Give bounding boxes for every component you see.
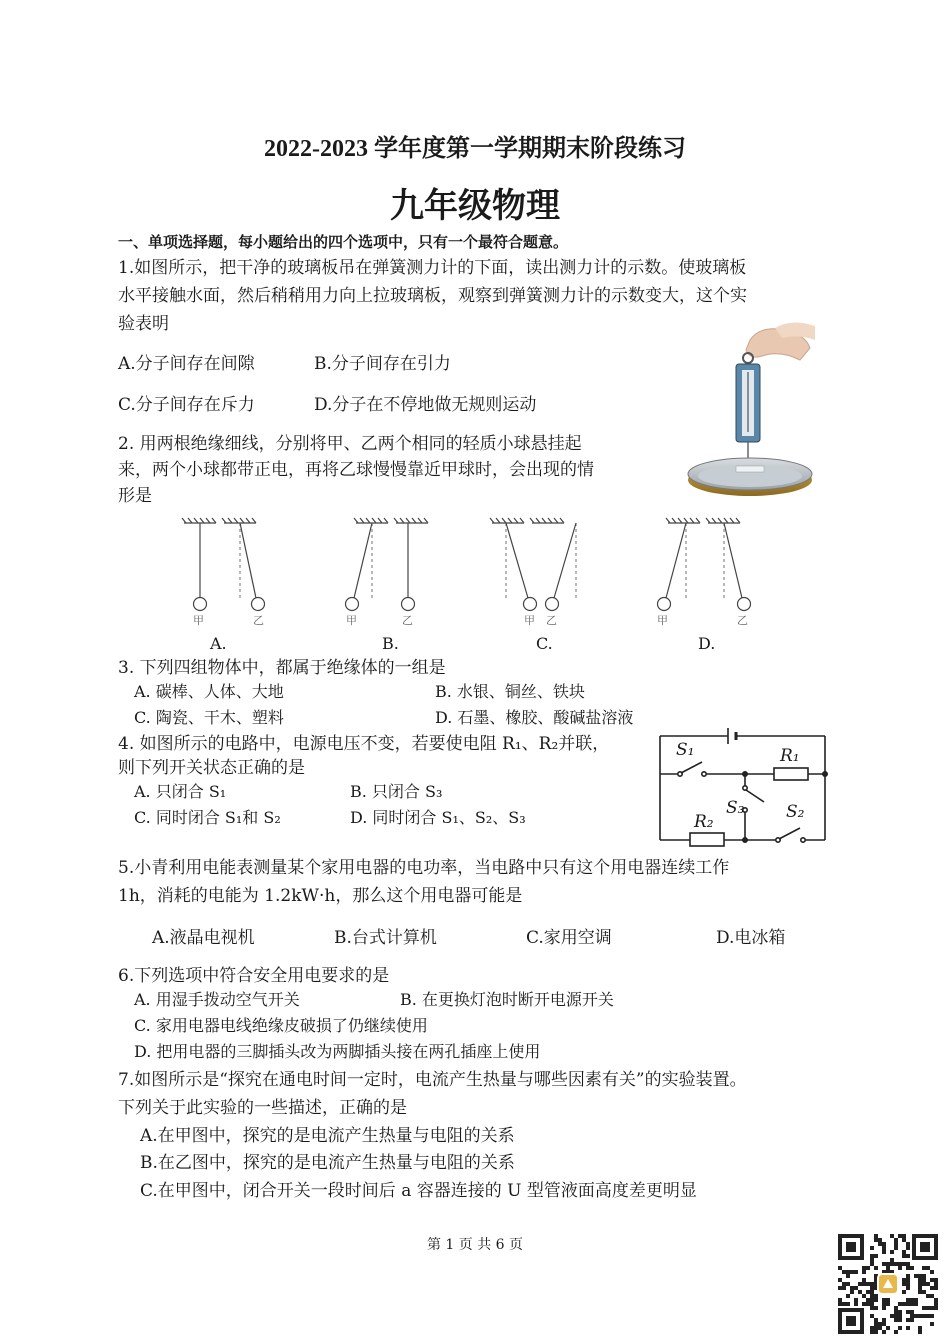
label-yi: 乙 — [402, 614, 413, 627]
q4-line-2: 则下列开关状态正确的是 — [118, 758, 305, 778]
label-jia: 甲 — [346, 614, 357, 627]
q1-option-d: D.分子在不停地做无规则运动 — [314, 395, 537, 415]
q6-option-d: D. 把用电器的三脚插头改为两脚插头接在两孔插座上使用 — [134, 1042, 541, 1061]
label-s1: S₁ — [676, 740, 695, 760]
q3-option-c: C. 陶瓷、干木、塑料 — [134, 708, 284, 727]
qr-code — [836, 1232, 940, 1336]
q6-stem: 6.下列选项中符合安全用电要求的是 — [118, 966, 390, 986]
switch-s1 — [681, 762, 702, 773]
q5-option-c: C.家用空调 — [526, 928, 612, 948]
q2-line-2: 来，两个小球都带正电，再将乙球慢慢靠近甲球时，会出现的情 — [118, 460, 594, 480]
q6-option-a: A. 用湿手拨动空气开关 — [134, 990, 300, 1009]
exam-title: 2022-2023 学年度第一学期期末阶段练习 — [264, 136, 686, 162]
q1-option-a: A.分子间存在间隙 — [118, 354, 255, 374]
label-yi: 乙 — [737, 614, 748, 627]
q1-line-2: 水平接触水面，然后稍稍用力向上拉玻璃板，观察到弹簧测力计的示数变大，这个实 — [118, 286, 747, 306]
q4-option-c: C. 同时闭合 S₁和 S₂ — [134, 808, 281, 827]
q4-option-a: A. 只闭合 S₁ — [134, 782, 227, 801]
q3-stem: 3. 下列四组物体中，都属于绝缘体的一组是 — [118, 658, 446, 678]
q6-option-c: C. 家用电器电线绝缘皮破损了仍继续使用 — [134, 1016, 428, 1035]
label-r2: R₂ — [694, 812, 714, 832]
q1-option-b: B.分子间存在引力 — [314, 354, 451, 374]
q3-option-b: B. 水银、铜丝、铁块 — [435, 682, 585, 701]
q7-line-1: 7.如图所示是“探究在通电时间一定时，电流产生热量与哪些因素有关”的实验装置。 — [118, 1070, 747, 1090]
q5-line-2: 1h，消耗的电能为 1.2kW·h，那么这个用电器可能是 — [118, 886, 523, 906]
label-r1: R₁ — [780, 746, 800, 766]
q6-option-b: B. 在更换灯泡时断开电源开关 — [400, 990, 614, 1009]
q4-option-d: D. 同时闭合 S₁、S₂、S₃ — [350, 808, 526, 827]
q4-option-b: B. 只闭合 S₃ — [350, 782, 443, 801]
q7-option-c: C.在甲图中，闭合开关一段时间后 a 容器连接的 U 型管液面高度差更明显 — [140, 1181, 697, 1201]
q5-line-1: 5.小青利用电能表测量某个家用电器的电功率，当电路中只有这个用电器连续工作 — [118, 858, 730, 878]
q4-line-1: 4. 如图所示的电路中，电源电压不变，若要使电阻 R₁、R₂并联， — [118, 734, 610, 754]
switch-s2 — [779, 828, 800, 839]
label-yi: 乙 — [546, 614, 557, 627]
q1-line-1: 1.如图所示，把干净的玻璃板吊在弹簧测力计的下面，读出测力计的示数。使玻璃板 — [118, 258, 747, 278]
q5-option-a: A.液晶电视机 — [152, 928, 255, 948]
q5-option-b: B.台式计算机 — [334, 928, 437, 948]
label-jia: 甲 — [657, 614, 668, 627]
label-yi: 乙 — [253, 614, 264, 627]
pendulum-option-b — [346, 518, 429, 611]
q2-option-b: B. — [382, 634, 399, 653]
resistor-r1 — [774, 768, 808, 780]
spring-scale-photo — [680, 320, 820, 500]
resistor-r2 — [690, 833, 724, 846]
page-footer: 第 1 页 共 6 页 — [426, 1237, 524, 1253]
q7-option-a: A.在甲图中，探究的是电流产生热量与电阻的关系 — [140, 1126, 515, 1146]
switch-s3 — [746, 790, 764, 802]
q1-option-c: C.分子间存在斥力 — [118, 395, 255, 415]
pendulum-option-d — [658, 518, 751, 611]
pendulum-option-a — [182, 518, 265, 611]
label-s3: S₃ — [726, 798, 745, 818]
q2-line-3: 形是 — [118, 486, 152, 506]
section-heading: 一、单项选择题，每小题给出的四个选项中，只有一个最符合题意。 — [118, 233, 569, 251]
label-jia: 甲 — [193, 614, 204, 627]
q5-option-d: D.电冰箱 — [716, 928, 786, 948]
q3-option-d: D. 石墨、橡胶、酸碱盐溶液 — [435, 708, 634, 727]
q2-option-a: A. — [210, 634, 227, 653]
label-s2: S₂ — [786, 802, 805, 822]
q3-option-a: A. 碳棒、人体、大地 — [134, 682, 284, 701]
label-jia: 甲 — [524, 614, 535, 627]
q1-line-3: 验表明 — [118, 314, 169, 334]
q2-option-d: D. — [698, 634, 716, 653]
q7-option-b: B.在乙图中，探究的是电流产生热量与电阻的关系 — [140, 1153, 515, 1173]
q2-line-1: 2. 用两根绝缘细线，分别将甲、乙两个相同的轻质小球悬挂起 — [118, 434, 582, 454]
q2-option-c: C. — [536, 634, 553, 653]
subject-title: 九年级物理 — [390, 186, 560, 226]
q7-line-2: 下列关于此实验的一些描述，正确的是 — [118, 1098, 407, 1118]
pendulum-option-c — [490, 518, 576, 611]
